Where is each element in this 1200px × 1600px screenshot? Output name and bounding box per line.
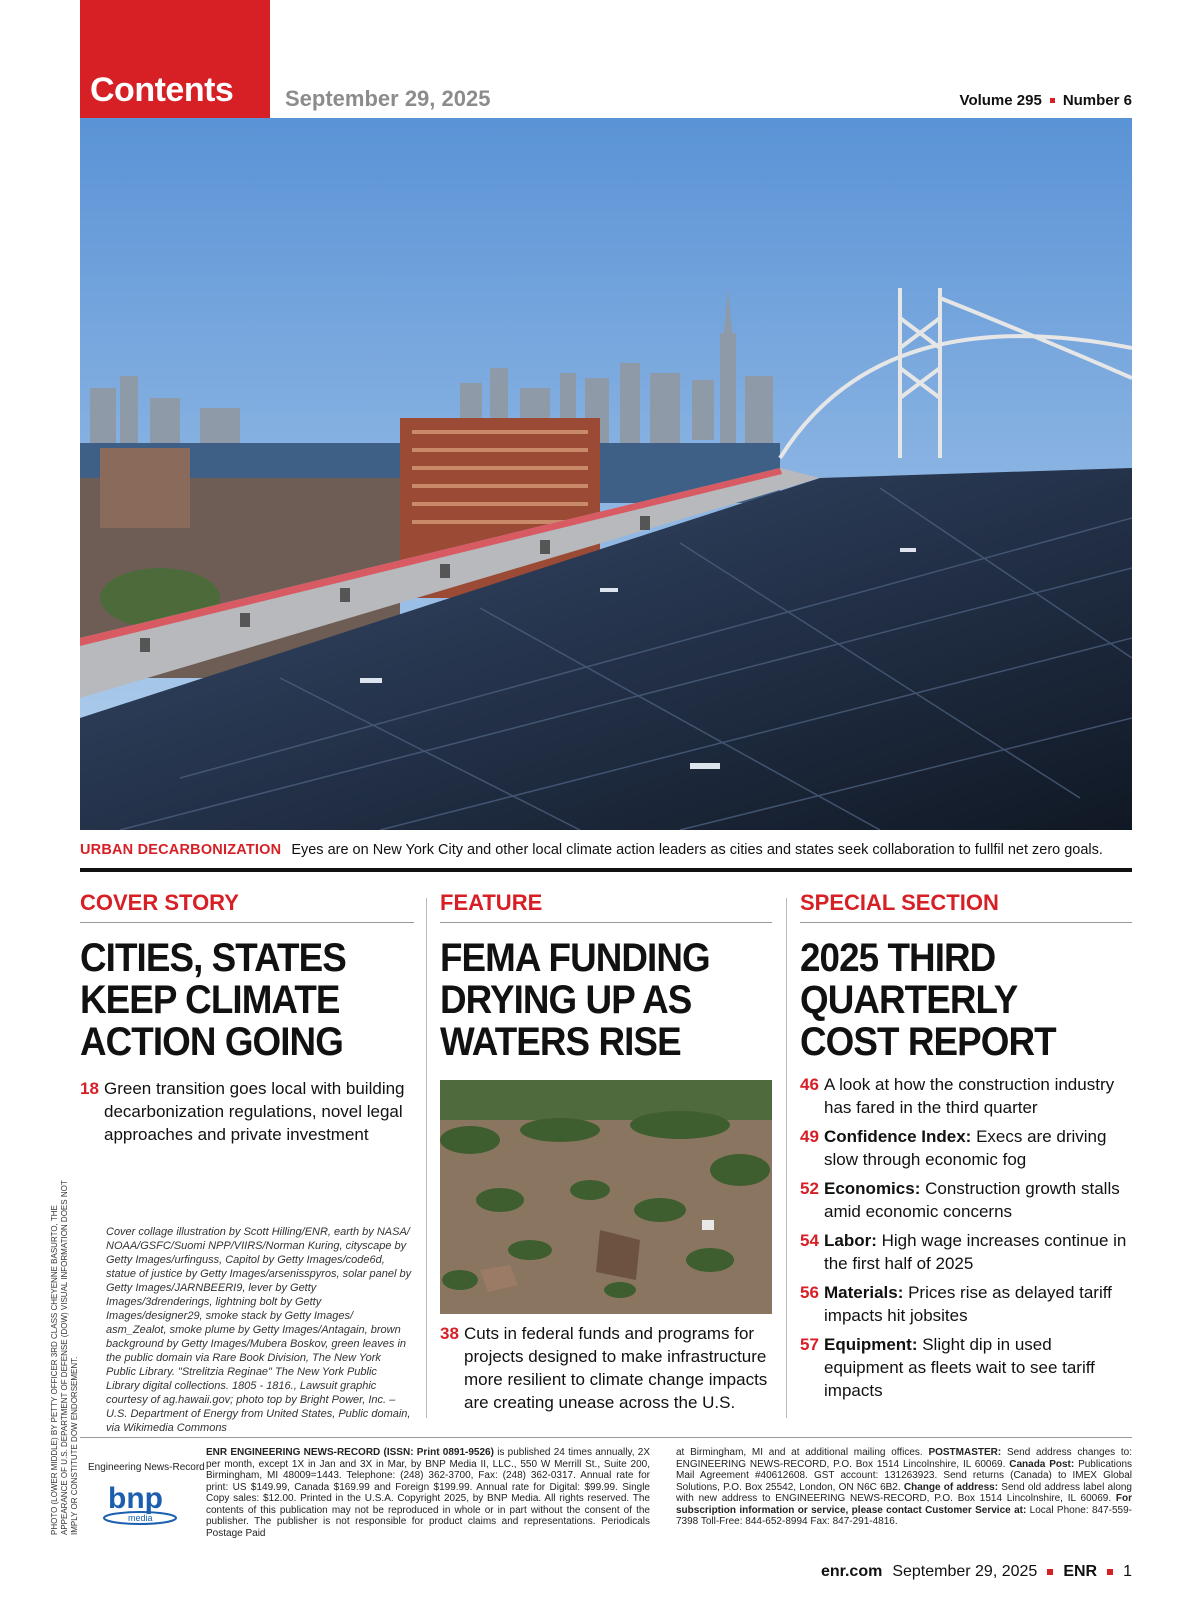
volume-number bbox=[960, 92, 1132, 109]
special-section-label: SPECIAL SECTION bbox=[800, 890, 1132, 923]
hero-kicker: URBAN DECARBONIZATION bbox=[80, 842, 282, 858]
issn-statement: ENR ENGINEERING NEWS-RECORD (ISSN: Print 0891-9526) bbox=[206, 1447, 494, 1458]
toc-entry[interactable] bbox=[440, 1322, 772, 1414]
entry-text: Green transition goes local with building decarbonization regulations, novel legal approaches and private investment bbox=[104, 1079, 405, 1144]
issue-date: September 29, 2025 bbox=[285, 86, 491, 111]
bnp-media-logo bbox=[100, 1480, 180, 1526]
legal-left bbox=[206, 1447, 650, 1539]
headline-line: DRYING UP AS bbox=[440, 978, 692, 1022]
feature-column bbox=[440, 890, 772, 1063]
entry-description: High wage increases continue in the first half of 2025 bbox=[824, 1231, 1127, 1273]
headline-line: FEMA FUNDING bbox=[440, 936, 710, 980]
logo-subtext: media bbox=[128, 1513, 153, 1523]
headline-line: ACTION GOING bbox=[80, 1020, 343, 1064]
entry-text bbox=[824, 1073, 1132, 1119]
legal-right bbox=[676, 1447, 1132, 1528]
entry-text bbox=[824, 1125, 1132, 1171]
cover-story-section-label: COVER STORY bbox=[80, 890, 414, 923]
footer-date: September 29, 2025 bbox=[892, 1563, 1038, 1580]
issue-number: Number 6 bbox=[1062, 92, 1132, 109]
feature-headline[interactable] bbox=[440, 937, 745, 1063]
page-number: 46 bbox=[800, 1075, 819, 1094]
legal-text: Send address changes to: ENGINEERING NEWS-RECORD, P.O. Box 1514 Lincolnshire, IL 60069. bbox=[676, 1447, 1132, 1470]
logo-text: bnp bbox=[108, 1482, 163, 1515]
feature-entry-block bbox=[440, 1322, 772, 1414]
toc-entry[interactable] bbox=[800, 1125, 1132, 1171]
hero-caption-text: Eyes are on New York City and other local climate action leaders as cities and states seek collaboration to fullfil net zero goals. bbox=[291, 842, 1103, 858]
entry-text bbox=[824, 1229, 1132, 1275]
page-number: 18 bbox=[80, 1079, 99, 1098]
publication-info: is published 24 times annually, 2X per month, except 1X in Jan and 3X in Mar, by BNP Media II, LLC., 550 W Merrill St., Suite 200, Birmingham, MI 48009=1443. Telephone: (248) 362-3700, Fax: (248) 362-0317. Annual rate for print: US $149.99, Canada $169.99 and Foreign $199.99. Annual rate for Digital: $99.99. Single Copy sales: $12.00. Printed in the U.S.A. Copyright 2025, by BNP Media. All rights reserved. The contents of this publication may not be reproduced in whole or in part without the consent of the publisher. The publisher is not responsible for product claims and representations. Periodicals Postage Paid bbox=[206, 1447, 650, 1539]
hero-caption bbox=[80, 842, 1132, 858]
page-number: 54 bbox=[800, 1231, 819, 1250]
headline-line: KEEP CLIMATE bbox=[80, 978, 340, 1022]
toc-entry[interactable] bbox=[800, 1177, 1132, 1223]
toc-entry[interactable] bbox=[800, 1229, 1132, 1275]
feature-section-label: FEATURE bbox=[440, 890, 772, 923]
magazine-name: ENR bbox=[1063, 1563, 1098, 1580]
toc-entry[interactable] bbox=[80, 1077, 414, 1146]
legal-text: Send old address label along with new address to ENGINEERING NEWS-RECORD, P.O. Box 1514 Lincolnshire, IL 60069. bbox=[676, 1481, 1132, 1504]
hero-photo bbox=[80, 118, 1132, 830]
legal-text: Publications Mail Agreement #40612608. GST account: 131263923. Send returns (Canada) to IMEX Global Solutions, P.O. Box 25542, London, ON N6C 6B2. bbox=[676, 1458, 1132, 1493]
contents-label: Contents bbox=[90, 71, 234, 109]
legal-text: at Birmingham, MI and at additional mailing offices. bbox=[676, 1447, 929, 1458]
headline-line: WATERS RISE bbox=[440, 1020, 681, 1064]
legal-label: Change of address: bbox=[903, 1481, 999, 1493]
special-headline[interactable] bbox=[800, 937, 1105, 1063]
column-divider bbox=[786, 898, 787, 1418]
legal-label: POSTMASTER: bbox=[928, 1447, 1002, 1458]
toc-entry[interactable] bbox=[800, 1281, 1132, 1327]
entry-description: Slight dip in used equipment as fleets wait to see tariff impacts bbox=[824, 1335, 1095, 1400]
entry-text bbox=[824, 1177, 1132, 1223]
page-footer bbox=[821, 1563, 1132, 1581]
page-number: 49 bbox=[800, 1127, 819, 1146]
flood-photo bbox=[440, 1080, 772, 1314]
volume: Volume 295 bbox=[959, 92, 1042, 109]
cover-story-headline[interactable] bbox=[80, 937, 387, 1063]
legal-label: For subscription information or service, please contact Customer Service at: bbox=[676, 1493, 1132, 1516]
entry-text bbox=[824, 1281, 1132, 1327]
entry-description: A look at how the construction industry has fared in the third quarter bbox=[824, 1075, 1115, 1117]
entry-text: Cuts in federal funds and programs for projects designed to make infrastructure more resilient to climate change impacts are creating unease across the U.S. bbox=[464, 1324, 768, 1412]
headline-line: COST REPORT bbox=[800, 1020, 1056, 1064]
divider-rule bbox=[80, 868, 1132, 872]
page-number: 56 bbox=[800, 1283, 819, 1302]
headline-line: 2025 THIRD bbox=[800, 936, 996, 980]
page-number: 1 bbox=[1123, 1563, 1132, 1580]
site-url[interactable]: enr.com bbox=[820, 1563, 883, 1580]
contents-tab bbox=[80, 0, 270, 118]
publisher-name: Engineering News-Record bbox=[88, 1462, 205, 1473]
toc-entry[interactable] bbox=[800, 1073, 1132, 1119]
separator-square-icon bbox=[1107, 1569, 1113, 1575]
legal-text: Local Phone: 847-559-7398 Toll-Free: 844-652-8994 Fax: 847-291-4816. bbox=[676, 1504, 1132, 1527]
page-number: 57 bbox=[800, 1335, 819, 1354]
entry-topic: Materials: bbox=[824, 1283, 904, 1302]
headline-line: CITIES, STATES bbox=[80, 936, 346, 980]
page-number: 38 bbox=[440, 1324, 459, 1343]
entry-description: Prices rise as delayed tariff impacts hit jobsites bbox=[824, 1283, 1112, 1325]
legal-label: Canada Post: bbox=[1009, 1458, 1075, 1470]
entry-text bbox=[824, 1333, 1132, 1402]
separator-square-icon bbox=[1047, 1569, 1053, 1575]
page-number: 52 bbox=[800, 1179, 819, 1198]
entry-topic: Equipment: bbox=[824, 1335, 918, 1354]
entry-topic: Confidence Index: bbox=[824, 1127, 972, 1146]
column-divider bbox=[426, 898, 427, 1418]
entry-description: Construction growth stalls amid economic concerns bbox=[824, 1179, 1120, 1221]
cover-story-column bbox=[80, 890, 414, 1146]
entry-description: Execs are driving slow through economic fog bbox=[824, 1127, 1107, 1169]
entry-topic: Economics: bbox=[824, 1179, 921, 1198]
side-photo-credit: PHOTO (LOWER MIDDLE) BY PETTY OFFICER 3RD CLASS CHEYENNE BASURTO, THE APPEARANCE OF U.S. DEPARTMENT OF DEFENSE (DOW) VISUAL INFORMATION DOES NOT IMPLY OR CONSTITUTE DOW ENDORSEMENT. bbox=[50, 1180, 79, 1535]
cover-credits: Cover collage illustration by Scott Hilling/ENR, earth by NASA/ NOAA/GSFC/Suomi NPP/VIIRS/Norman Kuring, cityscape by Getty Images/urfinguss, Capitol by Getty Images/code6d, statue of justice by Getty Images/arsenisspyros, solar panel by Getty Images/JARNBEERI9, lever by Getty Images/3drenderings, lightning bolt by Getty Images/designer29, smoke stack by Getty Images/ asm_Zealot, smoke plume by Getty Images/Antagain, brown background by Getty Images/Mubera Boskov, green leaves in the public domain via Rare Book Division, The New York Public Library. "Strelitzia Reginae" The New York Public Library digital collections. 1805 - 1816., Lawsuit graphic courtesy of ag.hawaii.gov; photo top by Bright Power, Inc. – U.S. Department of Energy from United States, Public domain, via Wikimedia Commons bbox=[106, 1226, 412, 1434]
toc-entry[interactable] bbox=[800, 1333, 1132, 1402]
footer-rule bbox=[80, 1437, 1132, 1438]
headline-line: QUARTERLY bbox=[800, 978, 1018, 1022]
separator-square-icon bbox=[1050, 98, 1055, 103]
entry-topic: Labor: bbox=[824, 1231, 877, 1250]
special-section-column bbox=[800, 890, 1132, 1402]
